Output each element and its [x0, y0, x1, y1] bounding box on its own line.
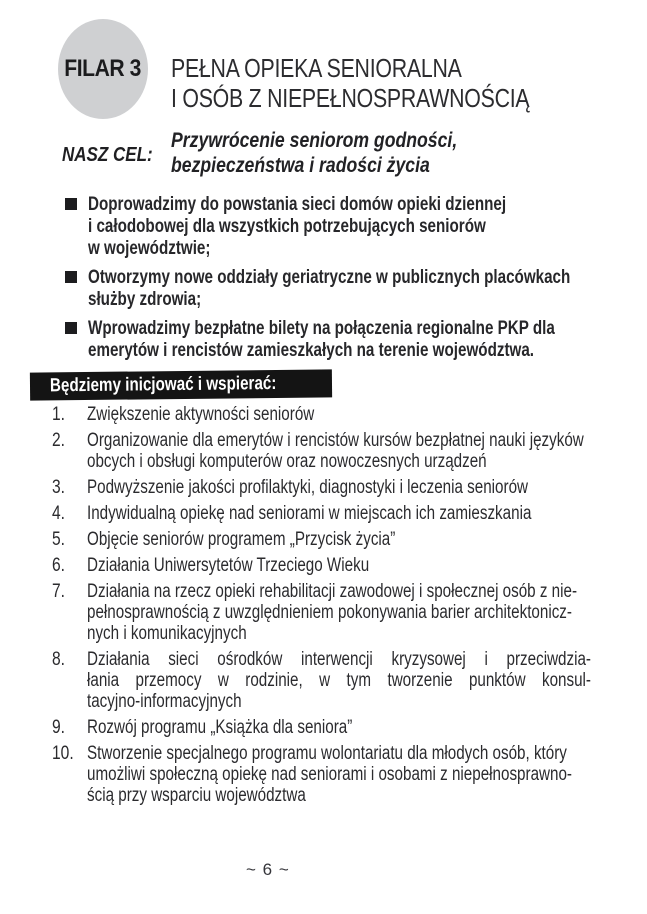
text-line: Zwiększenie aktywności seniorów	[87, 404, 315, 425]
numbered-item-text	[87, 404, 591, 425]
numbered-item	[52, 430, 647, 472]
square-bullet-icon	[65, 271, 77, 283]
goal-label: NASZ CEL:	[62, 144, 153, 166]
page-title-line-1: PEŁNA OPIEKA SENIORALNA	[171, 53, 462, 83]
item-number: 1.	[52, 404, 66, 425]
text-line: łania przemocy w rodzinie, w tym tworzenie punktów konsul-	[87, 670, 591, 691]
item-number: 2.	[52, 430, 66, 451]
numbered-item-text	[87, 503, 591, 524]
text-line: Stworzenie specjalnego programu wolontariatu dla młodych osób, który	[87, 743, 567, 764]
square-bullet-icon	[65, 198, 77, 210]
bullet-item-text	[88, 318, 647, 362]
bullet-item	[65, 318, 647, 362]
text-line: emerytów i rencistów zamieszkałych na terenie województwa.	[88, 340, 535, 361]
section-heading: Będziemy inicjować i wspierać:	[49, 373, 277, 397]
text-line: Doprowadzimy do powstania sieci domów opieki dziennej	[88, 194, 507, 215]
page-title	[171, 53, 608, 113]
text-line: Działania Uniwersytetów Trzeciego Wieku	[87, 555, 370, 576]
item-number: 10.	[52, 743, 74, 764]
numbered-item-text	[87, 529, 591, 550]
text-line: ścią przy wsparciu województwa	[87, 785, 306, 806]
bullet-item-text	[88, 194, 611, 260]
text-line: Rozwój programu „Książka dla seniora”	[87, 717, 353, 738]
numbered-item	[52, 503, 647, 524]
bullet-item	[65, 194, 647, 260]
text-line: Otworzymy nowe oddziały geriatryczne w publicznych placówkach	[88, 267, 571, 288]
text-line: nych i komunikacyjnych	[87, 623, 247, 644]
item-number: 4.	[52, 503, 66, 524]
text-line: Działania sieci ośrodków interwencji kryzysowej i przeciwdzia-	[87, 649, 591, 670]
numbered-item	[52, 743, 647, 806]
pillar-badge	[58, 19, 148, 119]
text-line: Indywidualną opiekę nad seniorami w miejscach ich zamieszkania	[87, 503, 532, 524]
numbered-item	[52, 581, 647, 644]
item-number: 9.	[52, 717, 66, 738]
numbered-item-text	[87, 430, 591, 472]
item-number: 3.	[52, 477, 66, 498]
numbered-item-text	[87, 477, 591, 498]
text-line: Organizowanie dla emerytów i rencistów kursów bezpłatnej nauki języków	[87, 430, 584, 451]
text-line: Podwyższenie jakości profilaktyki, diagnostyki i leczenia seniorów	[87, 477, 529, 498]
numbered-item-text	[87, 581, 591, 644]
goal-text-line-2: bezpieczeństwa i radości życia	[171, 154, 430, 177]
numbered-list	[52, 404, 647, 811]
text-line: Działania na rzecz opieki rehabilitacji zawodowej i społecznej osób z nie-	[87, 581, 578, 602]
numbered-item	[52, 404, 647, 425]
numbered-item-text	[87, 649, 591, 712]
item-number: 8.	[52, 649, 66, 670]
pillar-label: FILAR 3	[64, 55, 142, 82]
text-line: Objęcie seniorów programem „Przycisk życia”	[87, 529, 396, 550]
numbered-item-text	[87, 717, 591, 738]
item-number: 5.	[52, 529, 66, 550]
goal-text	[171, 128, 512, 178]
numbered-item-text	[87, 743, 591, 806]
bullet-list	[65, 194, 647, 369]
text-line: Wprowadzimy bezpłatne bilety na połączenia regionalne PKP dla	[88, 318, 555, 339]
text-line: tacyjno-informacyjnych	[87, 691, 242, 712]
numbered-item	[52, 649, 647, 712]
numbered-item	[52, 555, 647, 576]
text-line: umożliwi społeczną opiekę nad seniorami i osobami z niepełnosprawno-	[87, 764, 572, 785]
page-title-line-2: I OSÓB Z NIEPEŁNOSPRAWNOŚCIĄ	[171, 83, 530, 113]
bullet-item	[65, 267, 647, 311]
text-line: obcych i obsługi komputerów oraz nowoczesnych urządzeń	[87, 451, 487, 472]
numbered-item	[52, 477, 647, 498]
item-number: 6.	[52, 555, 66, 576]
bullet-item-text	[88, 267, 647, 311]
text-line: w województwie;	[88, 238, 211, 259]
page-number: ~ 6 ~	[246, 860, 290, 879]
text-line: służby zdrowia;	[88, 289, 202, 310]
numbered-item	[52, 717, 647, 738]
item-number: 7.	[52, 581, 66, 602]
section-banner	[30, 369, 332, 400]
text-line: i całodobowej dla wszystkich potrzebujących seniorów	[88, 216, 486, 237]
goal-text-line-1: Przywrócenie seniorom godności,	[171, 129, 458, 152]
numbered-item	[52, 529, 647, 550]
square-bullet-icon	[65, 322, 77, 334]
text-line: pełnosprawnością z uwzględnieniem pokonywania barier architektonicz-	[87, 602, 572, 623]
numbered-item-text	[87, 555, 591, 576]
